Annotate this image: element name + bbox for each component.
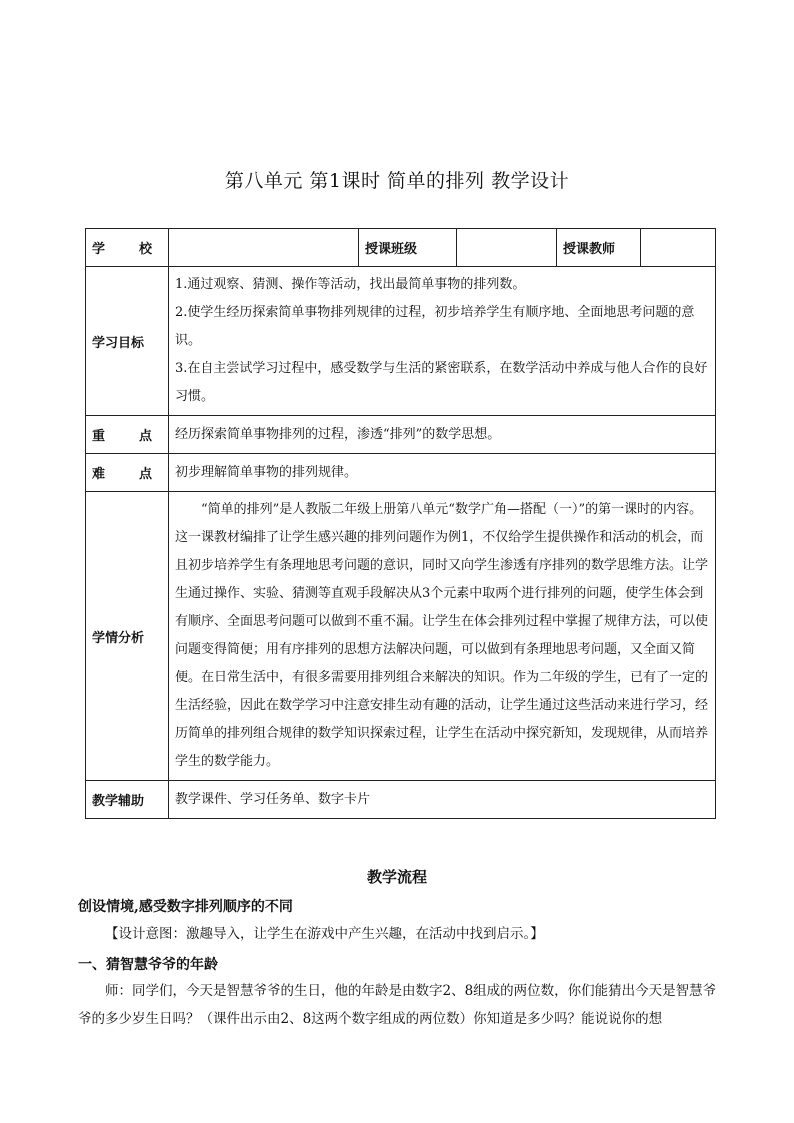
part1-text: 师：同学们，今天是智慧爷爷的生日，他的年龄是由数字2、8组成的两位数，你们能猜出今天是智慧爷爷的多少岁生日吗？（课件出示由2、8这两个数字组成的两位数）你知道是多少吗？能说说你的想 [78, 983, 717, 1027]
class-value-cell[interactable] [457, 229, 557, 267]
school-label-char-2: 校 [138, 242, 152, 257]
aids-label: 教学辅助 [86, 781, 169, 819]
teacher-label: 授课教师 [557, 229, 641, 267]
table-row-key-point [86, 416, 716, 454]
part1-heading: 一、猜智慧爷爷的年龄 [78, 957, 218, 973]
flow-title: 教学流程 [366, 868, 427, 886]
difficulty-text: 初步理解简单事物的排列规律。 [169, 454, 716, 492]
school-value-cell[interactable] [169, 229, 359, 267]
difficulty-label-char-1: 难 [92, 467, 106, 482]
teacher-value-cell[interactable] [641, 229, 716, 267]
goal-item: 1.通过观察、猜测、操作等活动，找出最简单事物的排列数。 [175, 277, 526, 292]
key-label-char-2: 点 [138, 429, 152, 444]
goals-label: 学习目标 [86, 267, 169, 416]
table-row-header [86, 229, 716, 267]
table-row-analysis [86, 492, 716, 781]
class-label: 授课班级 [359, 229, 457, 267]
analysis-text: “简单的排列”是人教版二年级上册第八单元“数学广角—搭配（一）”的第一课时的内容。这一课教材编排了让学生感兴趣的排列问题作为例1，不仅给学生提供操作和活动的机会，而且初步培养学生有条理地思考问题的意识，同时又向学生渗透有序排列的数学思维方法。让学生通过操作、实验、猜测等直观手段解决从3个元素中取两个进行排列的问题，使学生体会到有顺序、全面思考问题可以做到不重不漏。让学生在体会排列过程中掌握了规律方法，可以使问题变得简便；用有序排列的思想方法解决问题，可以做到有条理地思考问题，又全面又简便。在日常生活中，有很多需要用排列组合来解决的知识。作为二年级的学生，已有了一定的生活经验，因此在数学学习中注意安排生动有趣的活动，让学生通过这些活动来进行学习，经历简单的排列组合规律的数学知识探索过程，让学生在活动中探究新知，发现规律，从而培养学生的数学能力。 [175, 502, 709, 769]
difficulty-label-char-2: 点 [138, 467, 152, 482]
goals-cell [169, 267, 716, 416]
key-label-char-1: 重 [92, 429, 106, 444]
table-row-difficulty [86, 454, 716, 492]
analysis-cell [169, 492, 716, 781]
difficulty-label-cell [86, 454, 169, 492]
goal-item: 2.使学生经历探索简单事物排列规律的过程，初步培养学生有顺序地、全面地思考问题的意识。 [175, 305, 695, 348]
key-point-text: 经历探索简单事物排列的过程，渗透“排列”的数学思想。 [169, 416, 716, 454]
aids-text: 教学课件、学习任务单、数字卡片 [169, 781, 716, 819]
goal-item: 3.在自主尝试学习过程中，感受数学与生活的紧密联系，在数学活动中养成与他人合作的良好习惯。 [175, 361, 708, 404]
key-label-cell [86, 416, 169, 454]
section-heading: 创设情境,感受数字排列顺序的不同 [78, 899, 293, 915]
school-label-cell [86, 229, 169, 267]
analysis-label: 学情分析 [86, 492, 169, 781]
school-label-char-1: 学 [92, 242, 106, 257]
lesson-info-table [85, 228, 716, 819]
table-row-aids [86, 781, 716, 819]
table-row-goals [86, 267, 716, 416]
document-title: 第八单元 第1课时 简单的排列 教学设计 [224, 170, 570, 192]
design-intent: 【设计意图：激趣导入，让学生在游戏中产生兴趣，在活动中找到启示。】 [105, 926, 544, 942]
